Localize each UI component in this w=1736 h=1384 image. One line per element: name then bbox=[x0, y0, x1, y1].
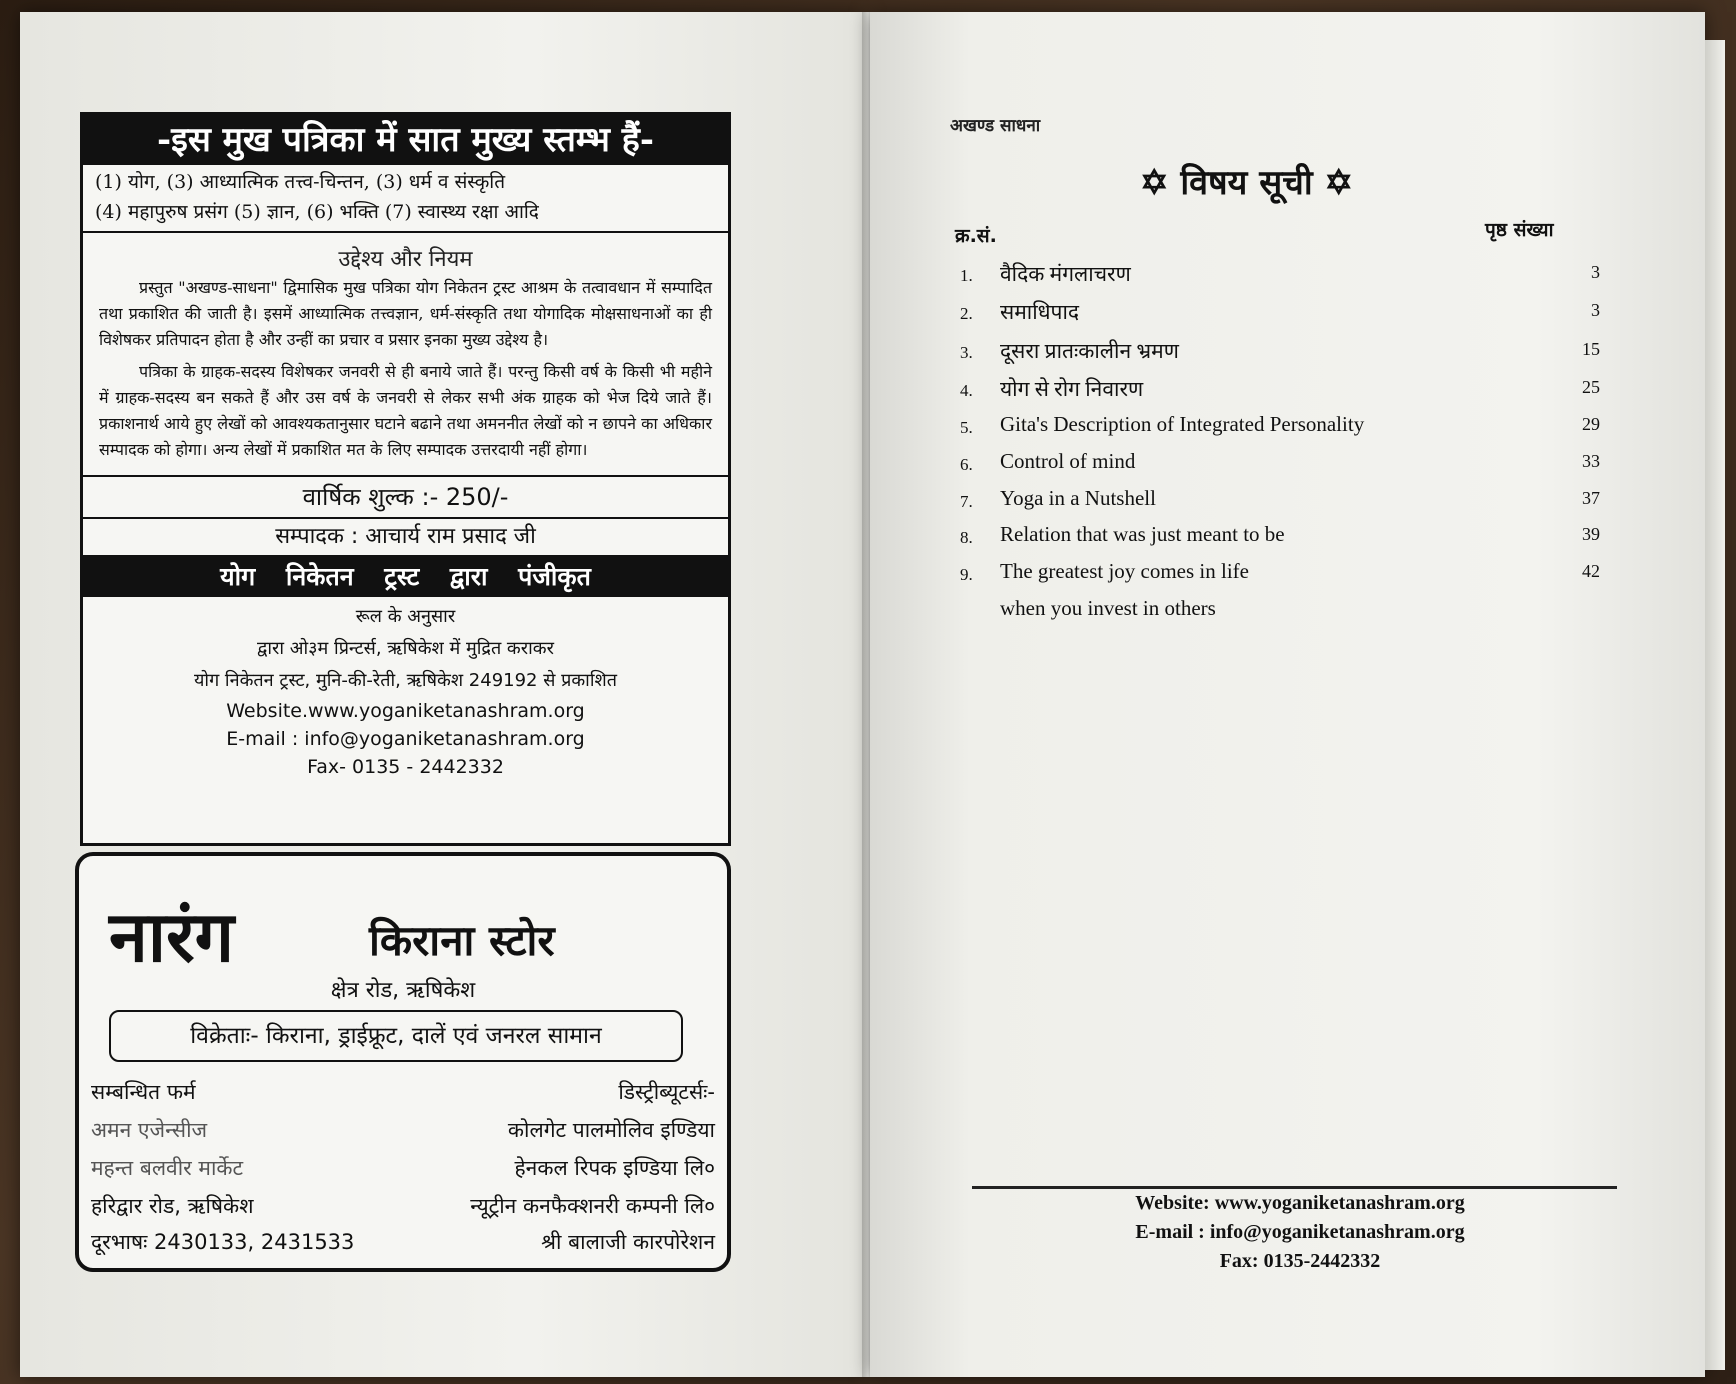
toc-row-title: दूसरा प्रातःकालीन भ्रमण bbox=[1000, 339, 1179, 363]
toc-row-page: 42 bbox=[1582, 561, 1600, 581]
toc-row-page: 37 bbox=[1582, 488, 1600, 508]
toc-page-header: पृष्ठ संख्या bbox=[1485, 219, 1554, 241]
editor-line: सम्पादक : आचार्य राम प्रसाद जी bbox=[83, 519, 728, 557]
toc-row-title: The greatest joy comes in life bbox=[1000, 559, 1249, 583]
toc-row bbox=[960, 258, 1600, 294]
footer-website: Website: www.yoganiketanashram.org bbox=[1135, 1192, 1465, 1214]
toc-row bbox=[960, 520, 1600, 556]
ad-distributor-4: श्री बालाजी कारपोरेशन bbox=[541, 1230, 715, 1254]
toc-row bbox=[960, 335, 1600, 371]
ad-distributors-label: डिस्ट्रीब्यूटर्सः- bbox=[618, 1080, 715, 1104]
toc-row bbox=[960, 557, 1600, 593]
toc-row bbox=[960, 410, 1600, 446]
page-edge bbox=[1705, 40, 1725, 1370]
annual-fee: वार्षिक शुल्क :- 250/- bbox=[83, 475, 728, 519]
toc-row-number: 2. bbox=[960, 304, 973, 323]
toc-row bbox=[960, 373, 1600, 409]
advertisement-box bbox=[75, 852, 731, 1272]
toc-serial-header: क्र.सं. bbox=[955, 225, 997, 247]
toc-row-number: 3. bbox=[960, 343, 973, 362]
ad-distributor-2: हेनकल रिपक इण्डिया लि० bbox=[514, 1156, 715, 1180]
pillars-list bbox=[83, 165, 728, 233]
pillars-line-2: (4) महापुरुष प्रसंग (5) ज्ञान, (6) भक्ति (7) स्वास्थ्य रक्षा आदि bbox=[95, 201, 539, 223]
toc-row-title: योग से रोग निवारण bbox=[1000, 377, 1144, 401]
toc-row-page: 3 bbox=[1591, 262, 1600, 282]
toc-row-number: 4. bbox=[960, 381, 973, 400]
toc-row bbox=[960, 447, 1600, 483]
email-line: E-mail : info@yoganiketanashram.org bbox=[226, 728, 585, 750]
toc-row-number: 6. bbox=[960, 455, 973, 474]
ad-firm-1: अमन एजेन्सीज bbox=[91, 1118, 208, 1142]
ad-store-type: किराना स्टोर bbox=[369, 916, 555, 965]
toc-row-number: 9. bbox=[960, 565, 973, 584]
toc-row-title-continuation: when you invest in others bbox=[1000, 596, 1216, 620]
footer-fax: Fax: 0135-2442332 bbox=[1219, 1250, 1381, 1272]
toc-row-title: वैदिक मंगलाचरण bbox=[1000, 262, 1131, 286]
toc-row-title: Control of mind bbox=[1000, 449, 1136, 473]
toc-row-number: 7. bbox=[960, 492, 973, 511]
ad-related-label: सम्बन्धित फर्म bbox=[91, 1080, 196, 1104]
footer-rule bbox=[972, 1186, 1617, 1189]
toc-row-number: 5. bbox=[960, 418, 973, 437]
toc-row-page: 29 bbox=[1582, 414, 1600, 434]
objectives-paragraph-2: पत्रिका के ग्राहक-सदस्य विशेषकर जनवरी से ही बनाये जाते हैं। परन्तु किसी वर्ष के किसी भी महीने में ग्राहक-सदस्य बन सकते हैं और उस वर्ष के जनवरी से लेकर सभी अंक ग्राहक को भेज दिये जाते हैं। प्रकाशनार्थ आये हुए लेखों को आवश्यकतानुसार घटाने बढाने तथा अमननीत लेखों को न छापने का अधिकार सम्पादक को होगा। अन्य लेखों में प्रकाशित मत के लिए सम्पादक उत्तरदायी नहीं होगा। bbox=[99, 362, 712, 459]
toc-row-page: 3 bbox=[1591, 300, 1600, 320]
toc-row bbox=[960, 484, 1600, 520]
toc-title: ✡ विषय सूची ✡ bbox=[1140, 163, 1353, 203]
fax-line: Fax- 0135 - 2442332 bbox=[307, 756, 504, 778]
toc-row-title: समाधिपाद bbox=[1000, 300, 1080, 324]
footer-email: E-mail : info@yoganiketanashram.org bbox=[1135, 1221, 1465, 1243]
running-header: अखण्ड साधना bbox=[950, 116, 1041, 136]
ad-distributor-1: कोलगेट पालमोलिव इण्डिया bbox=[507, 1118, 715, 1142]
toc-row-title: Yoga in a Nutshell bbox=[1000, 486, 1156, 510]
toc-row-title: Gita's Description of Integrated Personality bbox=[1000, 412, 1365, 436]
toc-row-continuation bbox=[960, 594, 1600, 630]
toc-row-page: 15 bbox=[1582, 339, 1600, 359]
ad-firm-2: महन्त बलवीर मार्केट bbox=[91, 1156, 244, 1180]
ad-shop-name: नारंग bbox=[109, 895, 235, 978]
toc-row-page: 33 bbox=[1582, 451, 1600, 471]
objectives-paragraph-1: प्रस्तुत "अखण्ड-साधना" द्विमासिक मुख पत्रिका योग निकेतन ट्रस्ट आश्रम के तत्वावधान में सम्पादित तथा प्रकाशित की जाती है। इसमें आध्यात्मिक तत्त्वज्ञान, धर्म-संस्कृति तथा योगादिक मोक्षसाधनाओं का ही विशेषकर प्रतिपादन होता है और उन्हीं का प्रचार व प्रसार इनका मुख्य उद्देश्य है। bbox=[99, 278, 712, 349]
objectives-title: उद्देश्य और नियम bbox=[338, 247, 473, 272]
ad-phone: दूरभाषः 2430133, 2431533 bbox=[91, 1230, 355, 1254]
website-line: Website.www.yoganiketanashram.org bbox=[226, 700, 585, 722]
ad-distributor-3: न्यूट्रीन कनफैक्शनरी कम्पनी लि० bbox=[470, 1194, 715, 1218]
registration-banner: योग निकेतन ट्रस्ट द्वारा पंजीकृत bbox=[83, 557, 728, 597]
toc-row-page: 25 bbox=[1582, 377, 1600, 397]
ad-address: क्षेत्र रोड, ऋषिकेश bbox=[330, 978, 476, 1003]
toc-row-number: 8. bbox=[960, 528, 973, 547]
publisher-line: योग निकेतन ट्रस्ट, मुनि-की-रेती, ऋषिकेश 249192 से प्रकाशित bbox=[193, 670, 618, 691]
toc-row-page: 39 bbox=[1582, 524, 1600, 544]
toc-row-title: Relation that was just meant to be bbox=[1000, 522, 1285, 546]
toc-row-number: 1. bbox=[960, 266, 973, 285]
pillars-banner: -इस मुख पत्रिका में सात मुख्य स्तम्भ हैं- bbox=[83, 115, 728, 165]
ad-firm-3: हरिद्वार रोड, ऋषिकेश bbox=[91, 1194, 254, 1218]
rule-line: रूल के अनुसार bbox=[355, 606, 456, 627]
pillars-line-1: (1) योग, (3) आध्यात्मिक तत्त्व-चिन्तन, (3) धर्म व संस्कृति bbox=[95, 171, 506, 193]
ad-seller-box: विक्रेताः- किराना, ड्राईफ्रूट, दालें एवं जनरल सामान bbox=[109, 1010, 683, 1062]
toc-row bbox=[960, 296, 1600, 332]
magazine-info-box bbox=[80, 112, 731, 846]
printer-line: द्वारा ओ३म प्रिन्टर्स, ऋषिकेश में मुद्रित कराकर bbox=[257, 638, 554, 659]
right-page bbox=[870, 12, 1705, 1377]
